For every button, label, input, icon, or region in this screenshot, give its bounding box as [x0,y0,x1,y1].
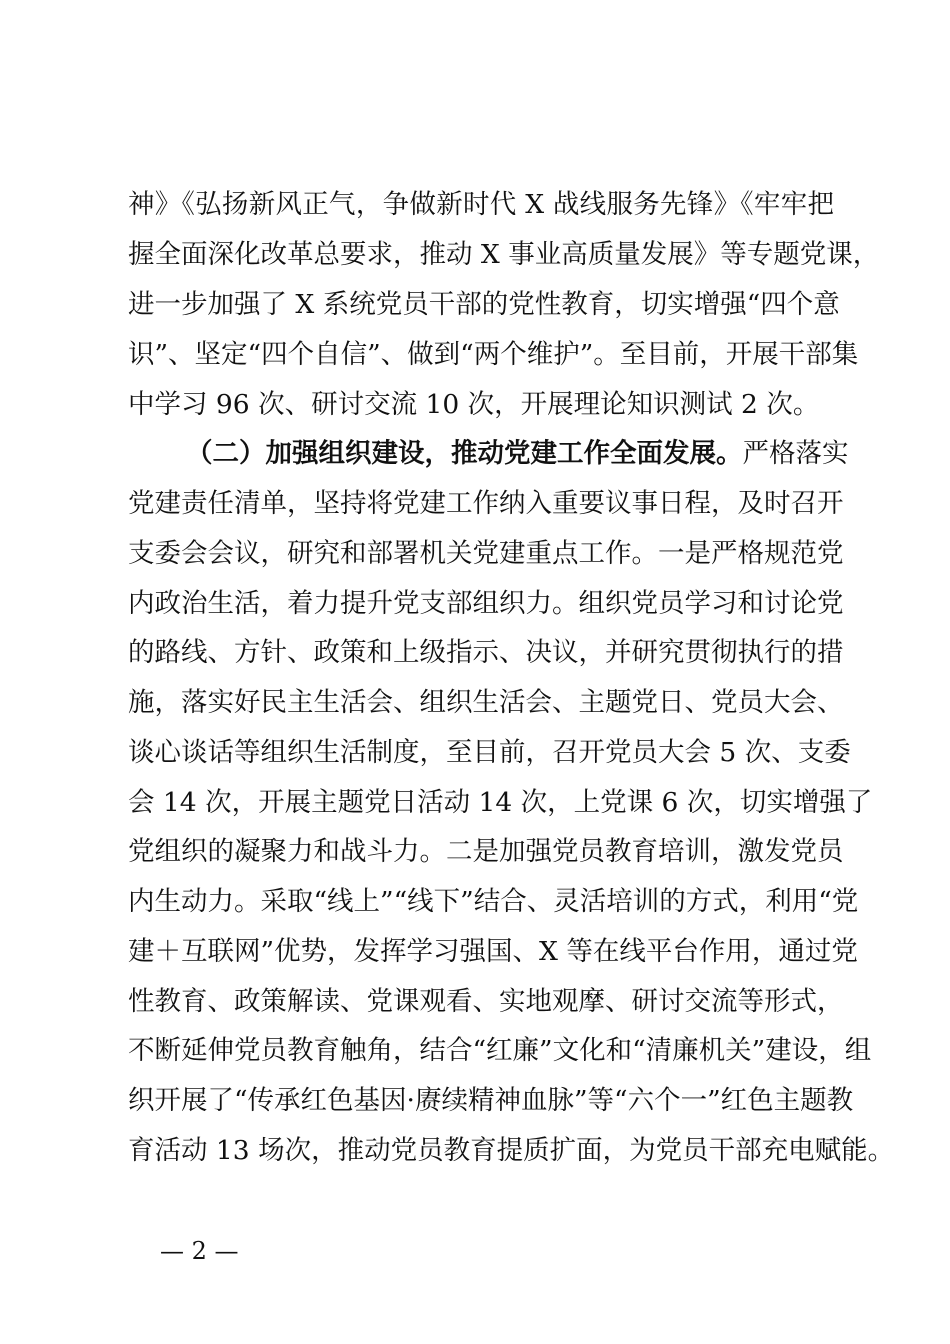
text-line: 支委会会议，研究和部署机关党建重点工作。一是严格规范党 [128,538,844,569]
text-line: 会 14 次，开展主题党日活动 14 次，上党课 6 次，切实增强了 [128,787,873,818]
text-line: 谈心谈话等组织生活制度，至目前，召开党员大会 5 次、支委 [128,737,851,768]
text-line: 的路线、方针、政策和上级指示、决议，并研究贯彻执行的措 [128,637,844,668]
text-line: 织开展了“传承红色基因·赓续精神血脉”等“六个一”红色主题教 [128,1085,854,1116]
text-line: 内生动力。采取“线上”“线下”结合、灵活培训的方式，利用“党 [128,886,859,917]
text-line: 建＋互联网”优势，发挥学习强国、X 等在线平台作用，通过党 [128,936,858,967]
text-line: 党建责任清单，坚持将党建工作纳入重要议事日程，及时召开 [128,488,844,519]
text-line: 性教育、政策解读、党课观看、实地观摩、研讨交流等形式， [128,986,844,1017]
section-heading: （二）加强组织建设，推动党建工作全面发展。 [186,438,743,469]
text-fragment: 严格落实 [742,438,849,469]
text-line: 识”、坚定“四个自信”、做到“两个维护”。至目前，开展干部集 [128,339,859,370]
text-line: 不断延伸党员教育触角，结合“红廉”文化和“清廉机关”建设，组 [128,1035,872,1066]
text-line: 党组织的凝聚力和战斗力。二是加强党员教育培训，激发党员 [128,836,844,867]
text-line: 中学习 96 次、研讨交流 10 次，开展理论知识测试 2 次。 [128,389,820,420]
text-line: 施，落实好民主生活会、组织生活会、主题党日、党员大会、 [128,687,844,718]
text-line: 内政治生活，着力提升党支部组织力。组织党员学习和讨论党 [128,588,844,619]
text-line: 进一步加强了 X 系统党员干部的党性教育，切实增强“四个意 [128,289,840,320]
text-line: 育活动 13 场次，推动党员教育提质扩面，为党员干部充电赋能。 [128,1135,895,1166]
text-line: 握全面深化改革总要求，推动 X 事业高质量发展》等专题党课， [128,239,880,270]
page-number: — 2 — [160,1237,239,1265]
text-line: 神》《弘扬新风正气，争做新时代 X 战线服务先锋》《牢牢把 [128,189,834,220]
paragraph-heading-line [186,429,849,479]
